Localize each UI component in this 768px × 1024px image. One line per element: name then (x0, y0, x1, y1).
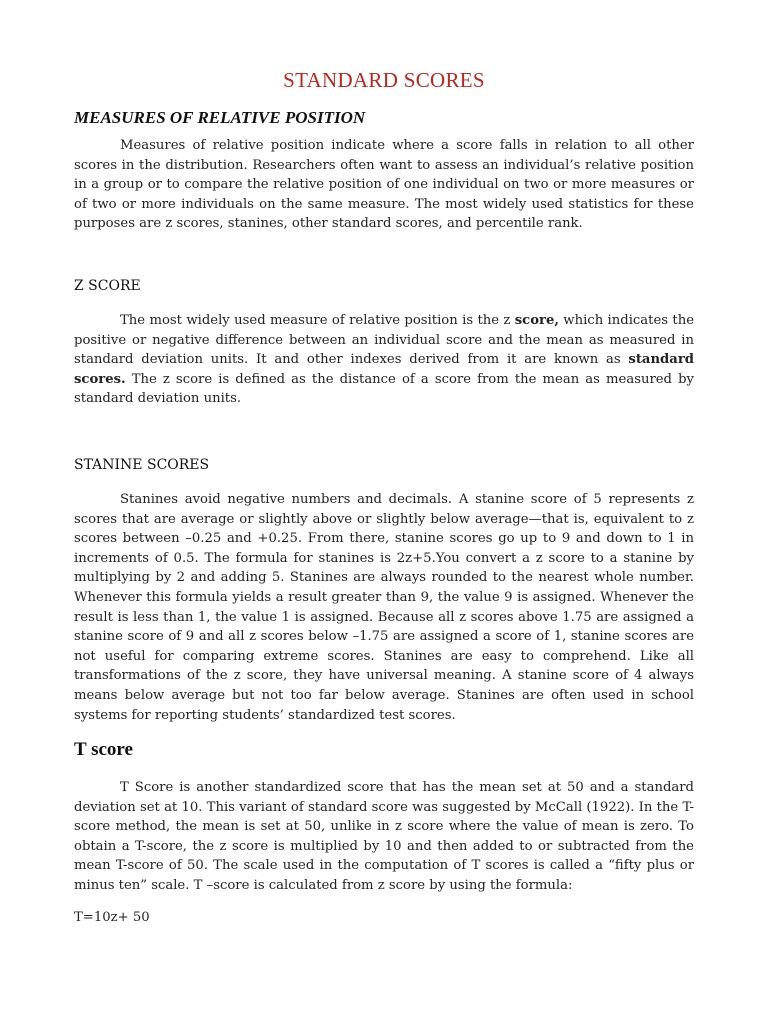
stanine-heading: STANINE SCORES (74, 457, 210, 473)
z-score-paragraph (74, 311, 694, 409)
z-score-text-c: which indicates the positive or negative difference between an individual score and the mean as measured in standard deviation units. It and other indexes derived from it are known as (74, 313, 695, 368)
t-score-heading: T score (74, 739, 133, 760)
t-score-paragraph: T Score is another standardized score that has the mean set at 50 and a standard deviation set at 10. This variant of standard score was suggested by McCall (1922). In the T-score method, the mean is set at 50, unlike in z score where the value of mean is zero. To obtain a T-score, the z score is multiplied by 10 and then added to or subtracted from the mean T-score of 50. The scale used in the computation of T scores is called a “fifty plus or minus ten” scale. T –score is calculated from z score by using the formula: (74, 780, 694, 893)
z-score-heading: Z SCORE (74, 278, 141, 294)
z-score-text-bold-a: score, (514, 313, 559, 328)
stanine-paragraph: Stanines avoid negative numbers and decimals. A stanine score of 5 represents z scores that are average or slightly above or slightly below average—that is, equivalent to z scores between –0.25 and +0.25. From there, stanine scores go up to 9 and down to 1 in increments of 0.5. The formula for stanines is 2z+5.You convert a z score to a stanine by multiplying by 2 and adding 5. Stanines are always rounded to the nearest whole number. Whenever this formula yields a result greater than 9, the value 9 is assigned. Whenever the result is less than 1, the value 1 is assigned. Because all z scores above 1.75 are assigned a stanine score of 9 and all z scores below –1.75 are assigned a score of 1, stanine scores are not useful for comparing extreme scores. Stanines are easy to comprehend. Like all transformations of the z score, they have universal meaning. A stanine score of 4 always means below average but not too far below average. Stanines are often used in school systems for reporting students’ standardized test scores. (74, 492, 694, 723)
z-score-text-bold-b: standard scores. (74, 352, 694, 387)
section-subtitle: MEASURES OF RELATIVE POSITION (74, 108, 366, 127)
t-score-formula: T=10z+ 50 (74, 910, 150, 925)
page-title: STANDARD SCORES (283, 68, 485, 92)
intro-paragraph: Measures of relative position indicate where a score falls in relation to all other scores in the distribution. Researchers often want to assess an individual’s relative position in a group or to compare the relative position of one individual on two or more measures or of two or more individuals on the same measure. The most widely used statistics for these purposes are z scores, stanines, other standard scores, and percentile rank. (74, 138, 694, 232)
z-score-text-a: The most widely used measure of relative position is the z (120, 313, 515, 328)
z-score-text-e: The z score is defined as the distance of a score from the mean as measured by standard deviation units. (74, 371, 694, 407)
